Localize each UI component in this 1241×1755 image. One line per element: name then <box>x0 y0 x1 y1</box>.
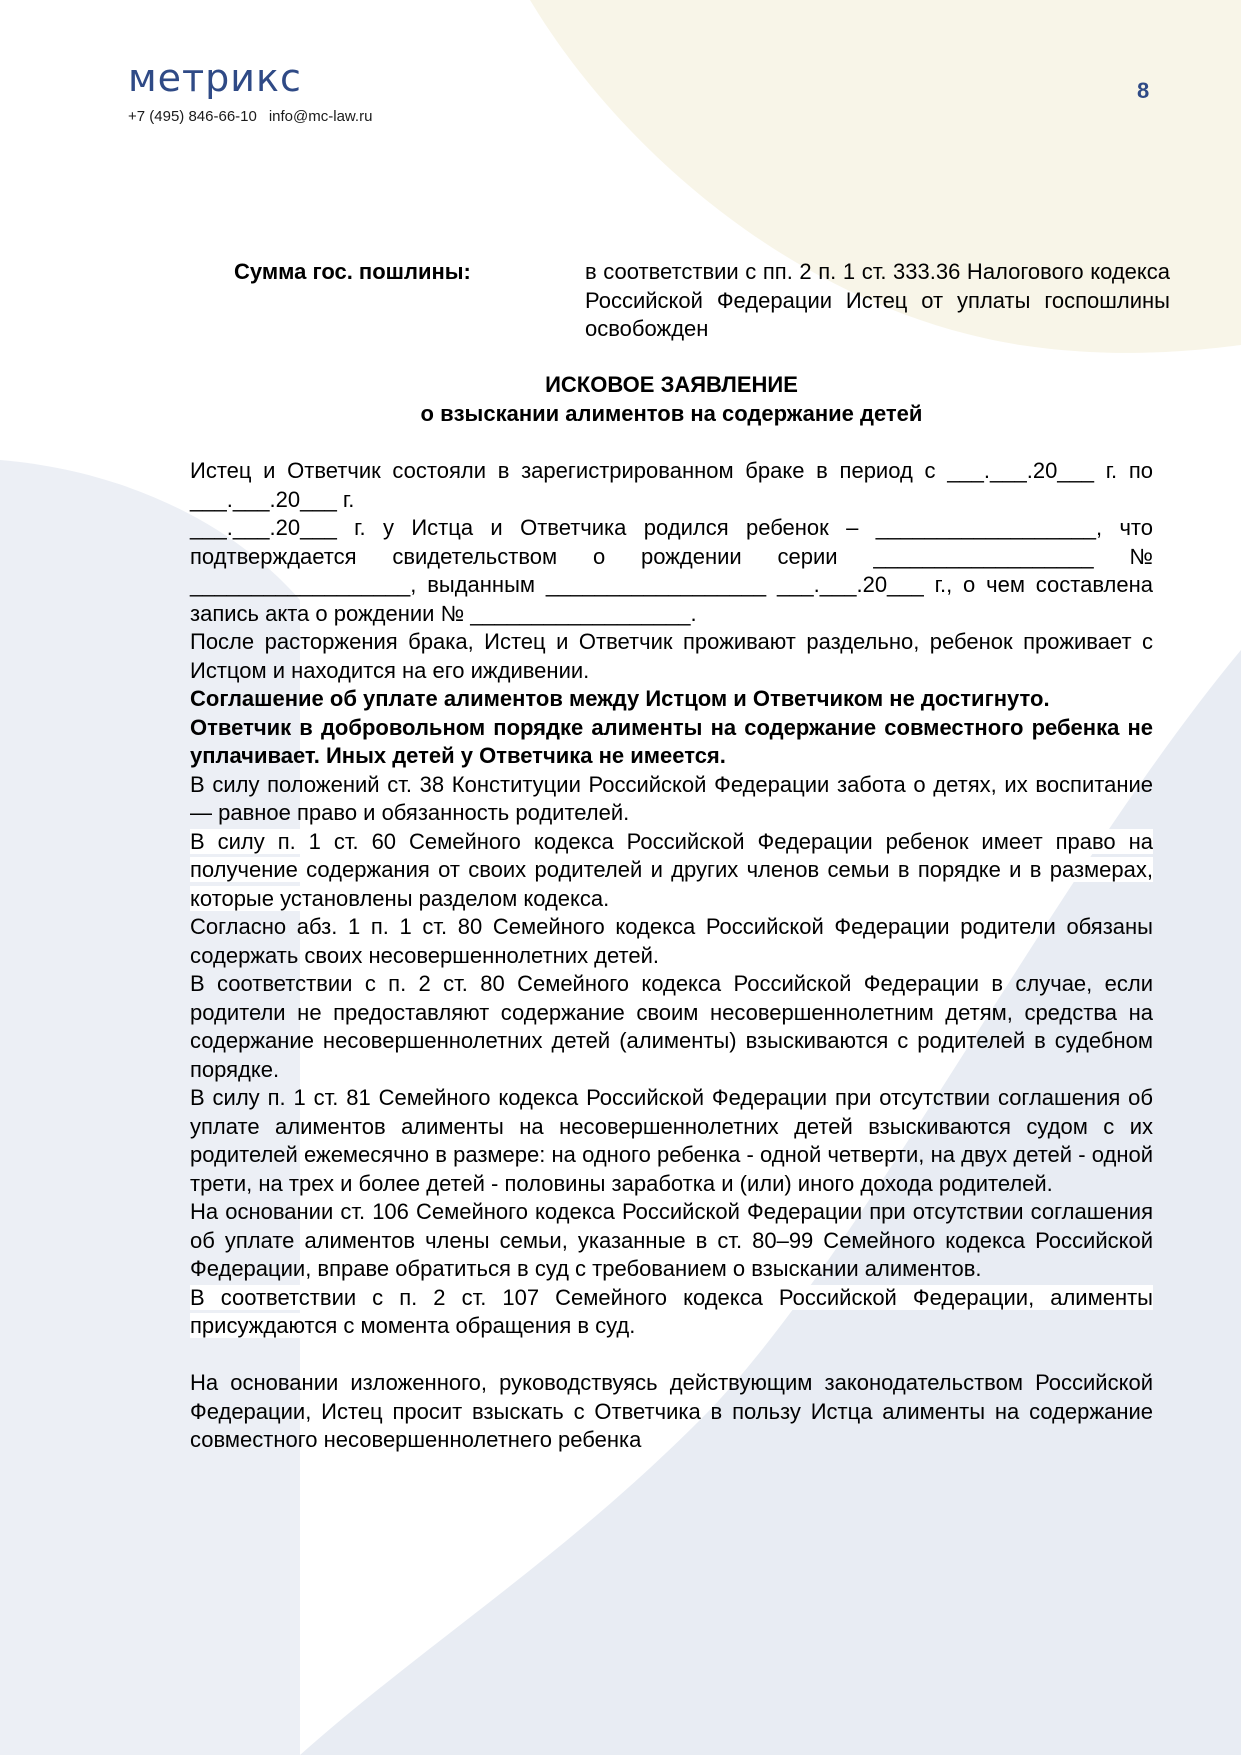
paragraph-art-80-2: В соответствии с п. 2 ст. 80 Семейного кодекса Российской Федерации в случае, если родители не предоставляют содержание своим несовершеннолетним детям, средства на содержание несовершеннолетних детей (алименты) взыскиваются с родителей в судебном порядке. <box>190 971 1153 1082</box>
header-contacts <box>128 108 372 125</box>
paragraph-art-60 <box>190 828 1153 914</box>
paragraph-art-60-text: В силу п. 1 ст. 60 Семейного кодекса Российской Федерации ребенок имеет право на получение содержания от своих родителей и других членов семьи в порядке и в размерах, которые установлены разделом кодекса. <box>190 828 1153 911</box>
paragraph-art-107 <box>190 1284 1153 1341</box>
document-body <box>190 457 1153 1455</box>
page-number: 8 <box>1137 78 1150 103</box>
phone-number: +7 (495) 846-66-10 <box>128 108 257 125</box>
email-address: info@mc-law.ru <box>268 108 373 125</box>
paragraph-separation: После расторжения брака, Истец и Ответчик проживают раздельно, ребенок проживает с Истцом и находится на его иждивении. <box>190 629 1153 683</box>
company-logo: метрикс <box>128 56 302 100</box>
title-line-1: ИСКОВОЕ ЗАЯВЛЕНИЕ <box>545 372 798 397</box>
paragraph-art-106: На основании ст. 106 Семейного кодекса Российской Федерации при отсутствии соглашения об уплате алиментов члены семьи, указанные в ст. 80–99 Семейного кодекса Российской Федерации, вправе обратиться в суд с требованием о взыскании алиментов. <box>190 1199 1153 1281</box>
fee-text: в соответствии с пп. 2 п. 1 ст. 333.36 Налогового кодекса Российской Федерации Истец от уплаты госпошлины освобожден <box>585 259 1170 341</box>
paragraph-constitution: В силу положений ст. 38 Конституции Российской Федерации забота о детях, их воспитание — равное право и обязанность родителей. <box>190 771 1153 825</box>
paragraph-child-birth: ___.___.20___ г. у Истца и Ответчика родился ребенок – __________________, что подтверждается свидетельством о рождении серии __________________ № __________________, выданным __________________ ___.___.20___ г., о чем составлена запись акта о рождении № __________________. <box>190 515 1153 626</box>
title-line-2: о взыскании алиментов на содержание детей <box>420 400 923 426</box>
document-title <box>190 371 1153 428</box>
paragraph-no-agreement: Соглашение об уплате алиментов между Истцом и Ответчиком не достигнуто. <box>190 686 1050 711</box>
paragraph-no-payment: Ответчик в добровольном порядке алименты на содержание совместного ребенка не уплачивает. Иных детей у Ответчика не имеется. <box>190 714 1153 768</box>
paragraph-art-81: В силу п. 1 ст. 81 Семейного кодекса Российской Федерации при отсутствии соглашения об уплате алиментов алименты на несовершеннолетних детей взыскиваются судом с их родителей ежемесячно в размере: на одного ребенка - одной четверти, на двух детей - одной трети, на трех и более детей - половины заработка и (или) иного дохода родителей. <box>190 1085 1153 1196</box>
paragraph-art-80-1: Согласно абз. 1 п. 1 ст. 80 Семейного кодекса Российской Федерации родители обязаны содержать своих несовершеннолетних детей. <box>190 914 1153 968</box>
paragraph-request: На основании изложенного, руководствуясь действующим законодательством Российской Федерации, Истец просит взыскать с Ответчика в пользу Истца алименты на содержание совместного несовершеннолетнего ребенка <box>190 1370 1153 1452</box>
paragraph-art-107-text: В соответствии с п. 2 ст. 107 Семейного кодекса Российской Федерации, алименты присуждаются с момента обращения в суд. <box>190 1284 1153 1338</box>
fee-label: Сумма гос. пошлины: <box>234 259 471 284</box>
paragraph-marriage-period: Истец и Ответчик состояли в зарегистрированном браке в период с ___.___.20___ г. по ___.___.20___ г. <box>190 458 1153 512</box>
